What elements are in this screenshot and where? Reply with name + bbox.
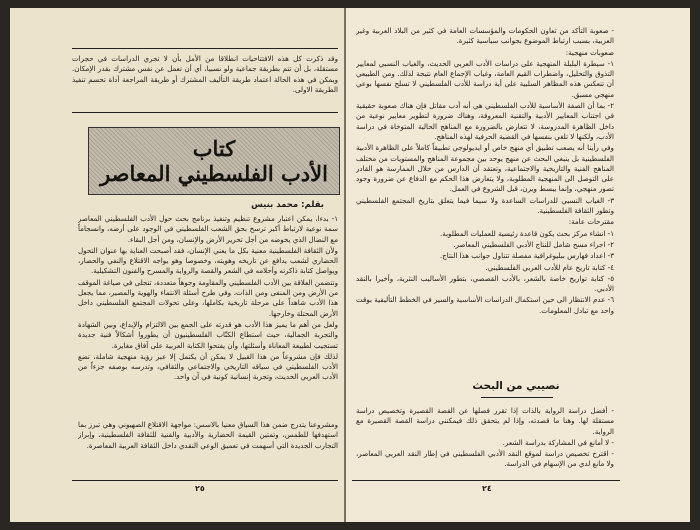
list-item: ٥- كتابة تواريخ خاصة بالشعر، بالأدب القصصي، بتطور الأساليب النثرية، وأخيرا بالنقد الأدبي. xyxy=(356,273,614,294)
body-paragraph: ولعل من أهم ما يميز هذا الأدب هو قدرته على الجمع بين الالتزام والإبداع، وبين الشهادة والتجربة الجمالية، حيث استطاع الكتّاب الفلسطينيون أن يطوروا أشكالاً فنية جديدة تستجيب لطبيعة المعاناة وأسئلتها، وأن يفتحوا الكتابة العربية على آفاق مغايرة. xyxy=(78,319,338,350)
subheading: صعوبات منهجية: xyxy=(565,47,614,57)
intro-rule xyxy=(72,112,338,113)
intro-paragraph: وقد ذكرت كل هذه الافتتاحيات انطلاقا من الأمل بأن لا تجري الدراسات في حجرات مستقلة، بل أن تتم بطريقة جماعية ولو نسبيا، أي أن تعمل عن نفس مشترك بقدر الإمكان. ويمكن في هذه الحالة اعتماد طريقة التأليف المشترك أو طريقة المراجعة أداة تحسم تنفيذ الطريقة الاولى. xyxy=(72,54,338,94)
body-paragraph: ٣- الغياب النسبي للدراسات الساعدة ولا سيما فيما يتعلق بتاريخ المجتمع الفلسطيني وتطور الثقافة الفلسطينية. xyxy=(356,195,614,216)
list-item: - اقترح تخصيص دراسة لموقع النقد الأدبي الفلسطيني في إطار النقد العربي المعاصر، ولا مانع لدي من الإسهام في الدراسة. xyxy=(356,449,614,469)
body-paragraph: لذلك فإن مشروعاً من هذا القبيل لا يمكن أن يكتمل إلا عبر رؤية منهجية شاملة، تضع الأدب الفلسطيني في سياقه التاريخي والاجتماعي والثقافي، وتدرسه بوصفه جزءاً من الأدب العربي الحديث، وتجربة إنسانية كونية في آن واحد. xyxy=(78,351,338,382)
right-page xyxy=(346,8,690,522)
top-rule xyxy=(72,48,338,49)
page-number: ٢٥ xyxy=(195,484,205,493)
title-line-main: الأدب الفلسطيني المعاصر xyxy=(100,160,328,186)
list-item: - لا أمانع في المشاركة بدراسة الشعر. xyxy=(502,437,614,447)
body-paragraph: - صعوبة التأكد من تعاون الحكومات والمؤسسات العامة في كثير من البلاد العربية وغير العربية، بسبب ارتباط الموضوع بجوانب سياسية كثيرة. xyxy=(356,26,614,46)
body-paragraph: ١- بدءا، يمكن اعتبار مشروع تنظيم وتنفيذ برنامج بحث حول الأدب الفلسطيني المعاصر سمة نوعية لارتباط أكبر ترسخ بحق الشعب الفلسطيني في الوجود على أرضه، وانسجاماً مع النضال الذي يخوضه من أجل تحرير الأرض والإنسان، ومن أجل البقاء. xyxy=(78,214,338,244)
bottom-rule xyxy=(72,480,338,481)
list-item: - أفضل دراسة الرواية بالذات إذا تقرر فصلها عن القصة القصيرة وتخصيص دراسة مستقلة لها. وهنا ما قصدته، وإذا لم يتحقق ذلك فيمكنني دراسة القصة القصيرة مع الرواية. xyxy=(356,406,614,436)
closing-paragraph: ومشروعنا يتدرج ضمن هذا السياق معنيا بالاسس: مواجهة الاقتلاع الصهيوني وهي تبرز بما استهدفها للطمس، وتمتين القيمة الحضارية والأدبية والفنية للثقافة الفلسطينية، وإبراز التجارب الجديدة التي أسهمت في تعميق الوعي النقدي داخل الثقافة العربية المعاصرة. xyxy=(78,420,338,476)
page-number: ٢٤ xyxy=(482,484,492,493)
left-page xyxy=(10,8,344,522)
body-paragraph: ١- سيطرة البلبلة المنهجية على دراسات الأدب العربي الحديث، والغياب النسبي لمعايير التذوق والتحليل، واضطراب القيم العامة، وغياب الإجماع العام نتيجة لذلك. ومن الطبيعي أن تنعكس هذه المظاهر السلبية على أية دراسة للأدب الفلسطيني لا تسلح نفسها بوعي منهجي مسبق. xyxy=(356,58,614,99)
section-body xyxy=(356,406,614,474)
body-paragraph: وتتضمن العلاقة بين الأدب الفلسطيني والمقاومة وجوهاً متعددة، تتجلى في صياغة الموقف من الأرض ومن المنفى ومن الذات، وفي طرح أسئلة الانتماء والهوية والمصير، مما يجعل هذا الأدب شاهداً على مرحلة تاريخية بكاملها، وعلى تحولات المجتمع الفلسطيني داخل الأرض المحتلة وخارجها. xyxy=(78,277,338,318)
author-byline: بقلم: محمد بنيس xyxy=(251,200,324,210)
section-heading: نصيبي من البحث xyxy=(472,380,560,392)
body-paragraph: ٢- بما أن الصفة الأساسية للأدب الفلسطيني هي أنه أدب مقاتل فإن هناك صعوبة حقيقية في اجتناب المعايير الأدبية والتقنية المعروفة، وهناك ضرورة لتطوير معايير نوعية من داخل الظاهرة المدروسة، لا تتعارض بالضرورة مع المناهج الحالية المتوخاة في دراسة الأدب، ولكنها لا تلغي بنفسها في القضية الحرفية لهذه المناهج. xyxy=(356,101,614,141)
article-title-box xyxy=(88,127,340,195)
list-item: ١- انشاء مركز بحث يكون قاعدة رئيسية للعمليات المطلوبة. xyxy=(440,228,614,238)
bottom-rule xyxy=(352,480,620,481)
list-item: ٣- اعداد فهارس ببليوغرافية مفصلة تتناول جوانب هذا النتاج. xyxy=(439,251,614,261)
subheading: مقترحات عامة: xyxy=(568,217,614,227)
list-item: ٢- اجراء مسح شامل للنتاج الأدبي الفلسطيني المعاصر. xyxy=(453,239,614,249)
list-item: ٦- عدم الانتظار الى حين استكمال الدراسات الأساسية والسير في الخطط التأليفية بوقت واحد مع تبادل المعلومات. xyxy=(356,295,614,315)
body-paragraph: وفي رأينا أنه يصعب تطبيق أي منهج خاص أو ايديولوجي تطبيقاً كاملاً على الظاهرة الأدبية الفلسطينية بل ينبغي البحث عن منهج يوحد بين مجموعة المناهج والمستويات من مختلف المناهج الفنية والتاريخية والاجتماعية، وتعتقد أن الدارس من خلال الممارسة هو القادر على التوصل الى المنهجية المطلوبة، ولا يتعارض هذا الحكم مع الدفاع عن ضرورة وجود تصور منهجي، وإنما يبسط ويرن، قبل الشروع في العمل. xyxy=(356,143,614,194)
section-heading-underline xyxy=(481,397,553,398)
body-paragraph: ولأن الثقافة الفلسطينية معنية بكل ما يعني الإنسان، فقد أصبحت العناية بها عنوان التحول الحضاري لشعب يدافع عن تاريخه وهويته، وخصوصا وهو يواجه الاقتلاع والنفي والحصار، ويواصل كتابة ذاكرته وأحلامه في الشعر والقصة والرواية والمسرح والفنون التشكيلية. xyxy=(78,245,338,276)
right-page-body xyxy=(356,26,614,362)
list-item: ٤- كتابة تاريخ عام للأدب العربي الفلسطيني. xyxy=(485,262,614,272)
title-line-book: كتاب xyxy=(192,135,236,161)
